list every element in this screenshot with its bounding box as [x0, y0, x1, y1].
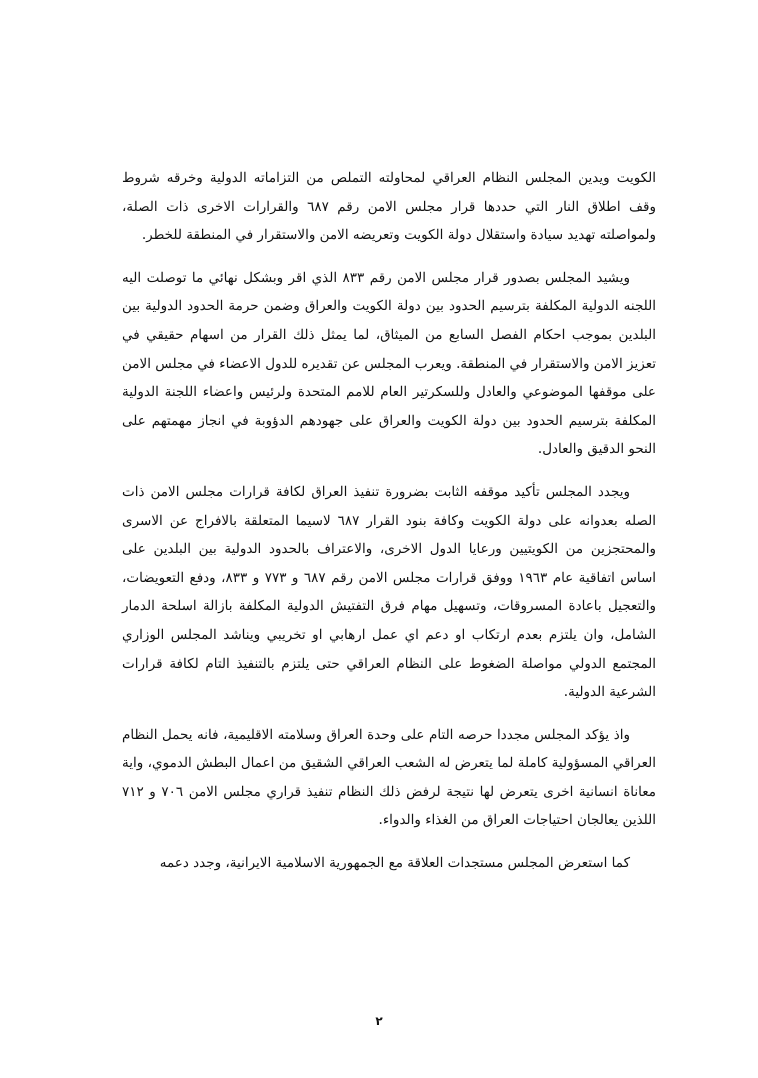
- paragraph-continuation-kuwait-condemnation: الكويت ويدين المجلس النظام العراقي لمحاولته التملص من التزاماته الدولية وخرقه شروط وقف اطلاق النار التي حددها قرار مجلس الامن رقم ٦٨٧ والقرارات الاخرى ذات الصلة، ولمواصلته تهديد سيادة واستقلال دولة الكويت وتعريضه الامن والاستقرار في المنطقة للخطر.: [122, 170, 656, 244]
- paragraph-iraq-unity: واذ يؤكد المجلس مجددا حرصه التام على وحدة العراق وسلامته الاقليمية، فانه يحمل النظام العراقي المسؤولية كاملة لما يتعرض له الشعب العراقي الشقيق من اعمال البطش الدموي، واية معاناة انسانية اخرى يتعرض لها نتيجة لرفض ذلك النظام تنفيذ قراري مجلس الامن ٧٠٦ و ٧١٢ اللذين يعالجان احتياجات العراق من الغذاء والدواء.: [122, 726, 656, 829]
- document-body: [122, 164, 656, 892]
- paragraph-resolution-687-compliance: ويجدد المجلس تأكيد موقفه الثابت بضرورة تنفيذ العراق لكافة قرارات مجلس الامن ذات الصله بعدوانه على دولة الكويت وكافة بنود القرار ٦٨٧ لاسيما المتعلقة بالافراج عن الاسرى والمحتجزين من الكويتيين ورعايا الدول الاخرى، والاعتراف بالحدود الدولية بين البلدين على اساس اتفاقية عام ١٩٦٣ ووفق قرارات مجلس الامن رقم ٦٨٧ و ٧٧٣ و ٨٣٣، ودفع التعويضات، والتعجيل باعادة المسروقات، وتسهيل مهام فرق التفتيش الدولية المكلفة بازالة اسلحة الدمار الشامل، وان يلتزم بعدم ارتكاب او دعم اي عمل ارهابي او تخريبي ويناشد المجلس الوزاري المجتمع الدولي مواصلة الضغوط على النظام العراقي حتى يلتزم بالتنفيذ التام لكافة قرارات الشرعية الدولية.: [122, 483, 657, 701]
- paragraph-iran-relations: كما استعرض المجلس مستجدات العلاقة مع الجمهورية الاسلامية الايرانية، وجدد دعمه: [159, 855, 630, 872]
- page-number: ٢: [375, 1014, 383, 1028]
- paragraph-resolution-833: ويشيد المجلس بصدور قرار مجلس الامن رقم ٨٣٣ الذي اقر وبشكل نهائي ما توصلت اليه اللجنه الدولية المكلفة بترسيم الحدود بين دولة الكويت والعراق وضمن حرمة الحدود الدولية بين البلدين بموجب احكام الفصل السابع من الميثاق، لما يمثل ذلك القرار من اسهام حقيقي في تعزيز الامن والاستقرار في المنطقة. ويعرب المجلس عن تقديره للدول الاعضاء في مجلس الامن على موقفها الموضوعي والعادل وللسكرتير العام للامم المتحدة ولرئيس واعضاء اللجنة الدولية المكلفة بترسيم الحدود بين دولة الكويت والعراق على جهودهم الدؤوبة في انجاز مهمتهم على النحو الدقيق والعادل.: [122, 269, 656, 458]
